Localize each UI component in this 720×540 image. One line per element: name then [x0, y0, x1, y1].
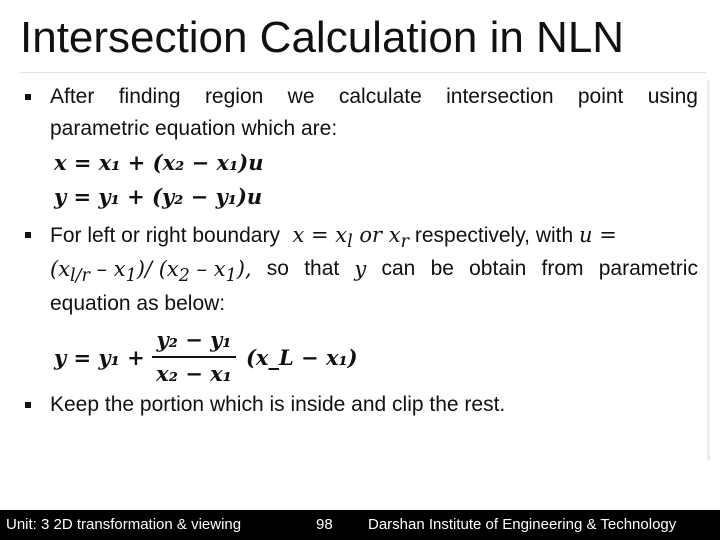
- math-part: )/ (x: [136, 257, 179, 281]
- bullet-3-text: Keep the portion which is inside and clip the rest.: [50, 393, 506, 416]
- bullet-marker: [25, 402, 31, 408]
- equation-3-fraction: [152, 326, 236, 388]
- sub-l: l: [347, 232, 353, 253]
- math-x: x = x: [292, 223, 348, 247]
- math-u-expression: [50, 254, 252, 291]
- math-x-equals: [286, 223, 409, 253]
- math-part: (x: [50, 257, 71, 281]
- scroll-track[interactable]: [707, 80, 710, 460]
- math-part: – x: [189, 257, 226, 281]
- word: calculate: [338, 85, 422, 108]
- sub-r: r: [400, 232, 409, 253]
- bullet-marker: [25, 232, 31, 238]
- equation-y: y = y₁ + (y₂ − y₁)u: [54, 184, 263, 209]
- fraction-numerator: y₂ − y₁: [156, 327, 232, 352]
- equation-3-left: y = y₁ +: [54, 345, 145, 370]
- word: we: [287, 85, 315, 108]
- equation-x: x = x₁ + (x₂ − x₁)u: [54, 150, 264, 175]
- equation-y-boundary: [0, 326, 720, 392]
- bullet-2-line-2: [50, 254, 698, 291]
- math-x2: x: [388, 223, 401, 247]
- equation-3-right: (x_L − x₁): [246, 345, 358, 370]
- fraction-denominator: x₂ − x₁: [156, 361, 232, 386]
- sub-lr: l/r: [70, 266, 90, 287]
- sub-2: 2: [178, 266, 190, 287]
- word: that: [304, 257, 340, 280]
- fraction-bar: [152, 356, 236, 358]
- sub-1: 1: [225, 266, 237, 287]
- word: be: [430, 257, 454, 280]
- word: obtain: [469, 257, 527, 280]
- bullet-2-line-1: [50, 220, 698, 257]
- page-title: Intersection Calculation in NLN: [20, 13, 625, 62]
- word: finding: [118, 85, 181, 108]
- bullet-1-line-1: [50, 82, 698, 112]
- respectively-text: respectively, with: [414, 224, 580, 247]
- math-or: or: [352, 223, 389, 247]
- footer-unit: Unit: 3 2D transformation & viewing: [6, 516, 242, 533]
- word: region: [204, 85, 264, 108]
- word: from: [541, 257, 584, 280]
- bullet-marker: [25, 94, 31, 100]
- math-part: – x: [89, 257, 126, 281]
- word: intersection: [446, 85, 554, 108]
- word: so: [266, 257, 289, 280]
- word: can: [381, 257, 416, 280]
- math-part: ),: [236, 257, 252, 281]
- title-divider: [20, 72, 706, 73]
- bullet-2-line-3: equation as below:: [50, 292, 226, 315]
- sub-1: 1: [125, 266, 137, 287]
- word: point: [577, 85, 624, 108]
- footer-institute: Darshan Institute of Engineering & Technology: [368, 516, 677, 533]
- word: After: [50, 85, 95, 108]
- word: using: [647, 85, 698, 108]
- boundary-text: For left or right boundary: [50, 224, 280, 247]
- footer-page-number: 98: [316, 516, 333, 533]
- math-u-equals: u =: [579, 223, 617, 247]
- word: y: [354, 257, 367, 281]
- word: parametric: [598, 257, 698, 280]
- bullet-1-line-2: parametric equation which are:: [50, 117, 338, 140]
- footer-bar: [0, 510, 720, 540]
